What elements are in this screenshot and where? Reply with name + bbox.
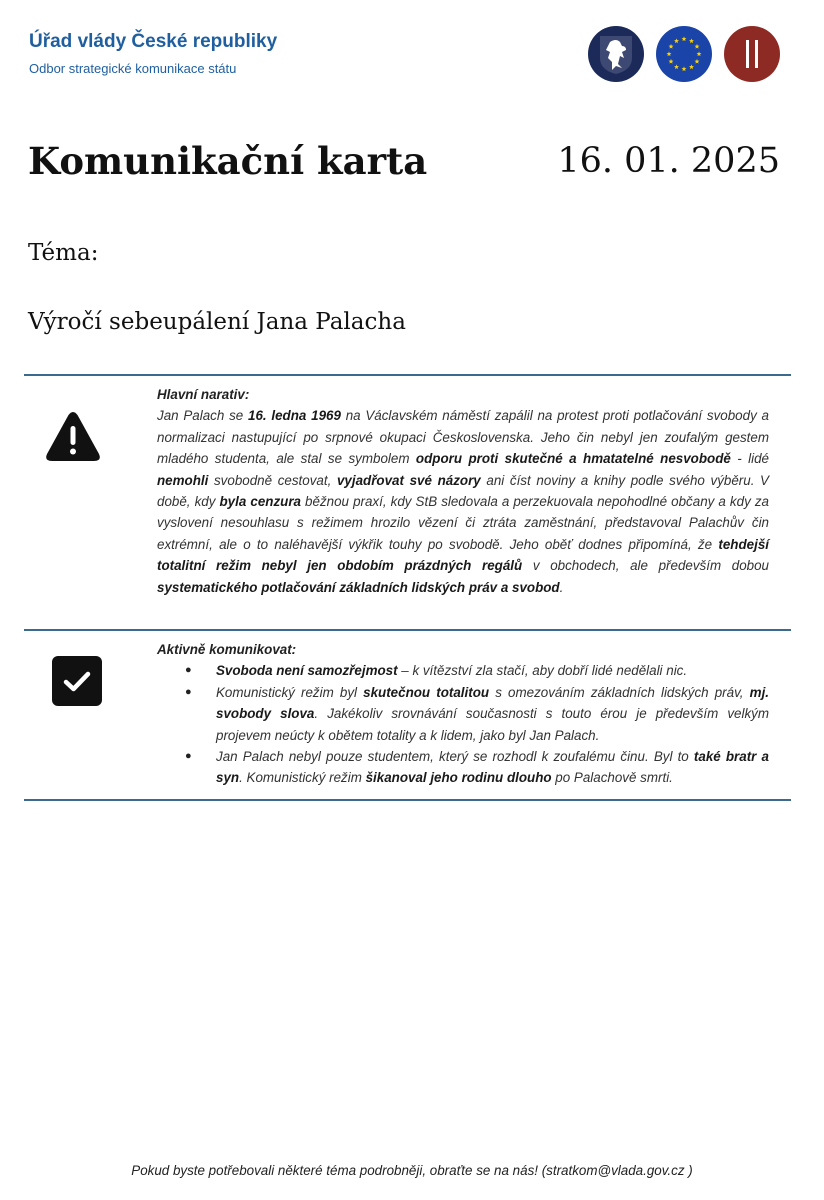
text-run: po Palachově smrti. [551,770,673,786]
text-run: s omezováním základních lidských práv, [489,684,750,700]
text-run: v obchodech, ale především dobou [522,558,769,574]
emphasis-text: vyjadřovat své názory [336,472,481,488]
text-run: Komunistický režim byl [216,684,364,700]
emphasis-text: byla cenzura [219,494,301,510]
text-run: – k vítězství zla stačí, aby dobří lidé nedělali nic. [397,663,688,679]
eu-stars-icon [656,26,712,82]
divider-top [24,374,791,376]
eu-star-icon [667,51,672,56]
section-heading: Aktivně komunikovat: [157,642,297,657]
emphasis-text: skutečnou totalitou [363,684,490,700]
eu-star-icon [682,36,687,41]
narrative-text [157,405,769,598]
header-organization [29,30,277,77]
text-run: . Jakékoliv srovnávání současnosti s touto érou je především velkým projevem neúcty k obětem totality a k lidem, jako byl Jan Palach. [216,706,769,743]
checkbox-checked-icon [52,656,102,711]
divider-middle [24,629,791,631]
text-run: ani číst noviny a knihy podle svého výběru. V době, kdy [157,472,769,510]
eu-star-icon [689,38,694,43]
emphasis-text: odporu proti skutečné a hmatatelné nesvobodě [415,451,731,467]
warning-icon [44,410,102,469]
org-subtitle: Odbor strategické komunikace státu [29,61,237,76]
bullet-item [157,682,769,746]
text-run: . Komunistický režim [239,770,366,786]
document-title: Komunikační karta [28,139,428,183]
emphasis-text: Svoboda není samozřejmost [216,663,398,679]
eu-star-icon [674,64,679,69]
org-title: Úřad vlády České republiky [29,31,278,52]
bullet-item [157,660,769,681]
emphasis-text: tehdejší totalitní režim nebyl jen obdobím prázdných regálů [157,536,769,574]
logo-group [588,26,780,82]
text-run: . [559,579,564,595]
eu-star-icon [674,38,679,43]
text-run: na Václavském náměstí zapálil na protest proti potlačování svobody a normalizaci nastupující po srpnové okupaci Československa. Jeho čin nebyl jen zoufalým gestem mladého studenta, ale stal se symbolem [157,408,769,467]
eu-star-icon [682,66,687,71]
text-run: běžnou praxí, kdy StB sledovala a perzekuovala nepohodlné občany a kdy za vyslovení nesouhlasu s režimem hrozilo vězení či ztráta zaměstnání, představoval Palachův čin extrémní, ale o to naléhavější výkřik touhy po svobodě. Jeho oběť dodnes připomíná, že [157,494,769,552]
eu-star-icon [697,51,702,56]
eu-star-icon [669,44,674,49]
bullet-item [157,746,769,789]
text-run: svobodně cestovat, [208,472,337,488]
text-run: Jan Palach nebyl pouze studentem, který se rozhodl k zoufalému činu. Byl to [216,749,694,765]
bullet-list [157,660,769,788]
eu-star-icon [695,44,700,49]
emphasis-text: také bratr a syn [216,749,769,786]
topic-label: Téma: [28,240,99,266]
document-date: 16. 01. 2025 [557,141,780,181]
text-run: Jan Palach se [157,408,248,424]
eu-star-icon [669,59,674,64]
section-heading: Hlavní narativ: [157,387,250,402]
topic-title: Výročí sebeupálení Jana Palacha [28,309,406,335]
eu-star-icon [695,59,700,64]
emphasis-text: mj. svobody slova [216,684,770,722]
emphasis-text: 16. ledna 1969 [248,408,341,424]
footer-contact: Pokud byste potřebovali některé téma podrobněji, obraťte se na nás! (stratkom@vlada.gov.cz ) [131,1163,693,1178]
lion-coat-of-arms-icon [588,26,644,82]
emphasis-text: šikanoval jeho rodinu dlouho [365,770,552,786]
text-run: - lidé [730,451,769,467]
emphasis-text: systematického potlačování základních lidských práv a svobod [157,579,560,595]
emphasis-text: nemohli [157,472,209,488]
eu-star-icon [689,64,694,69]
divider-bottom [24,799,791,801]
palach-torch-icon [724,26,780,82]
